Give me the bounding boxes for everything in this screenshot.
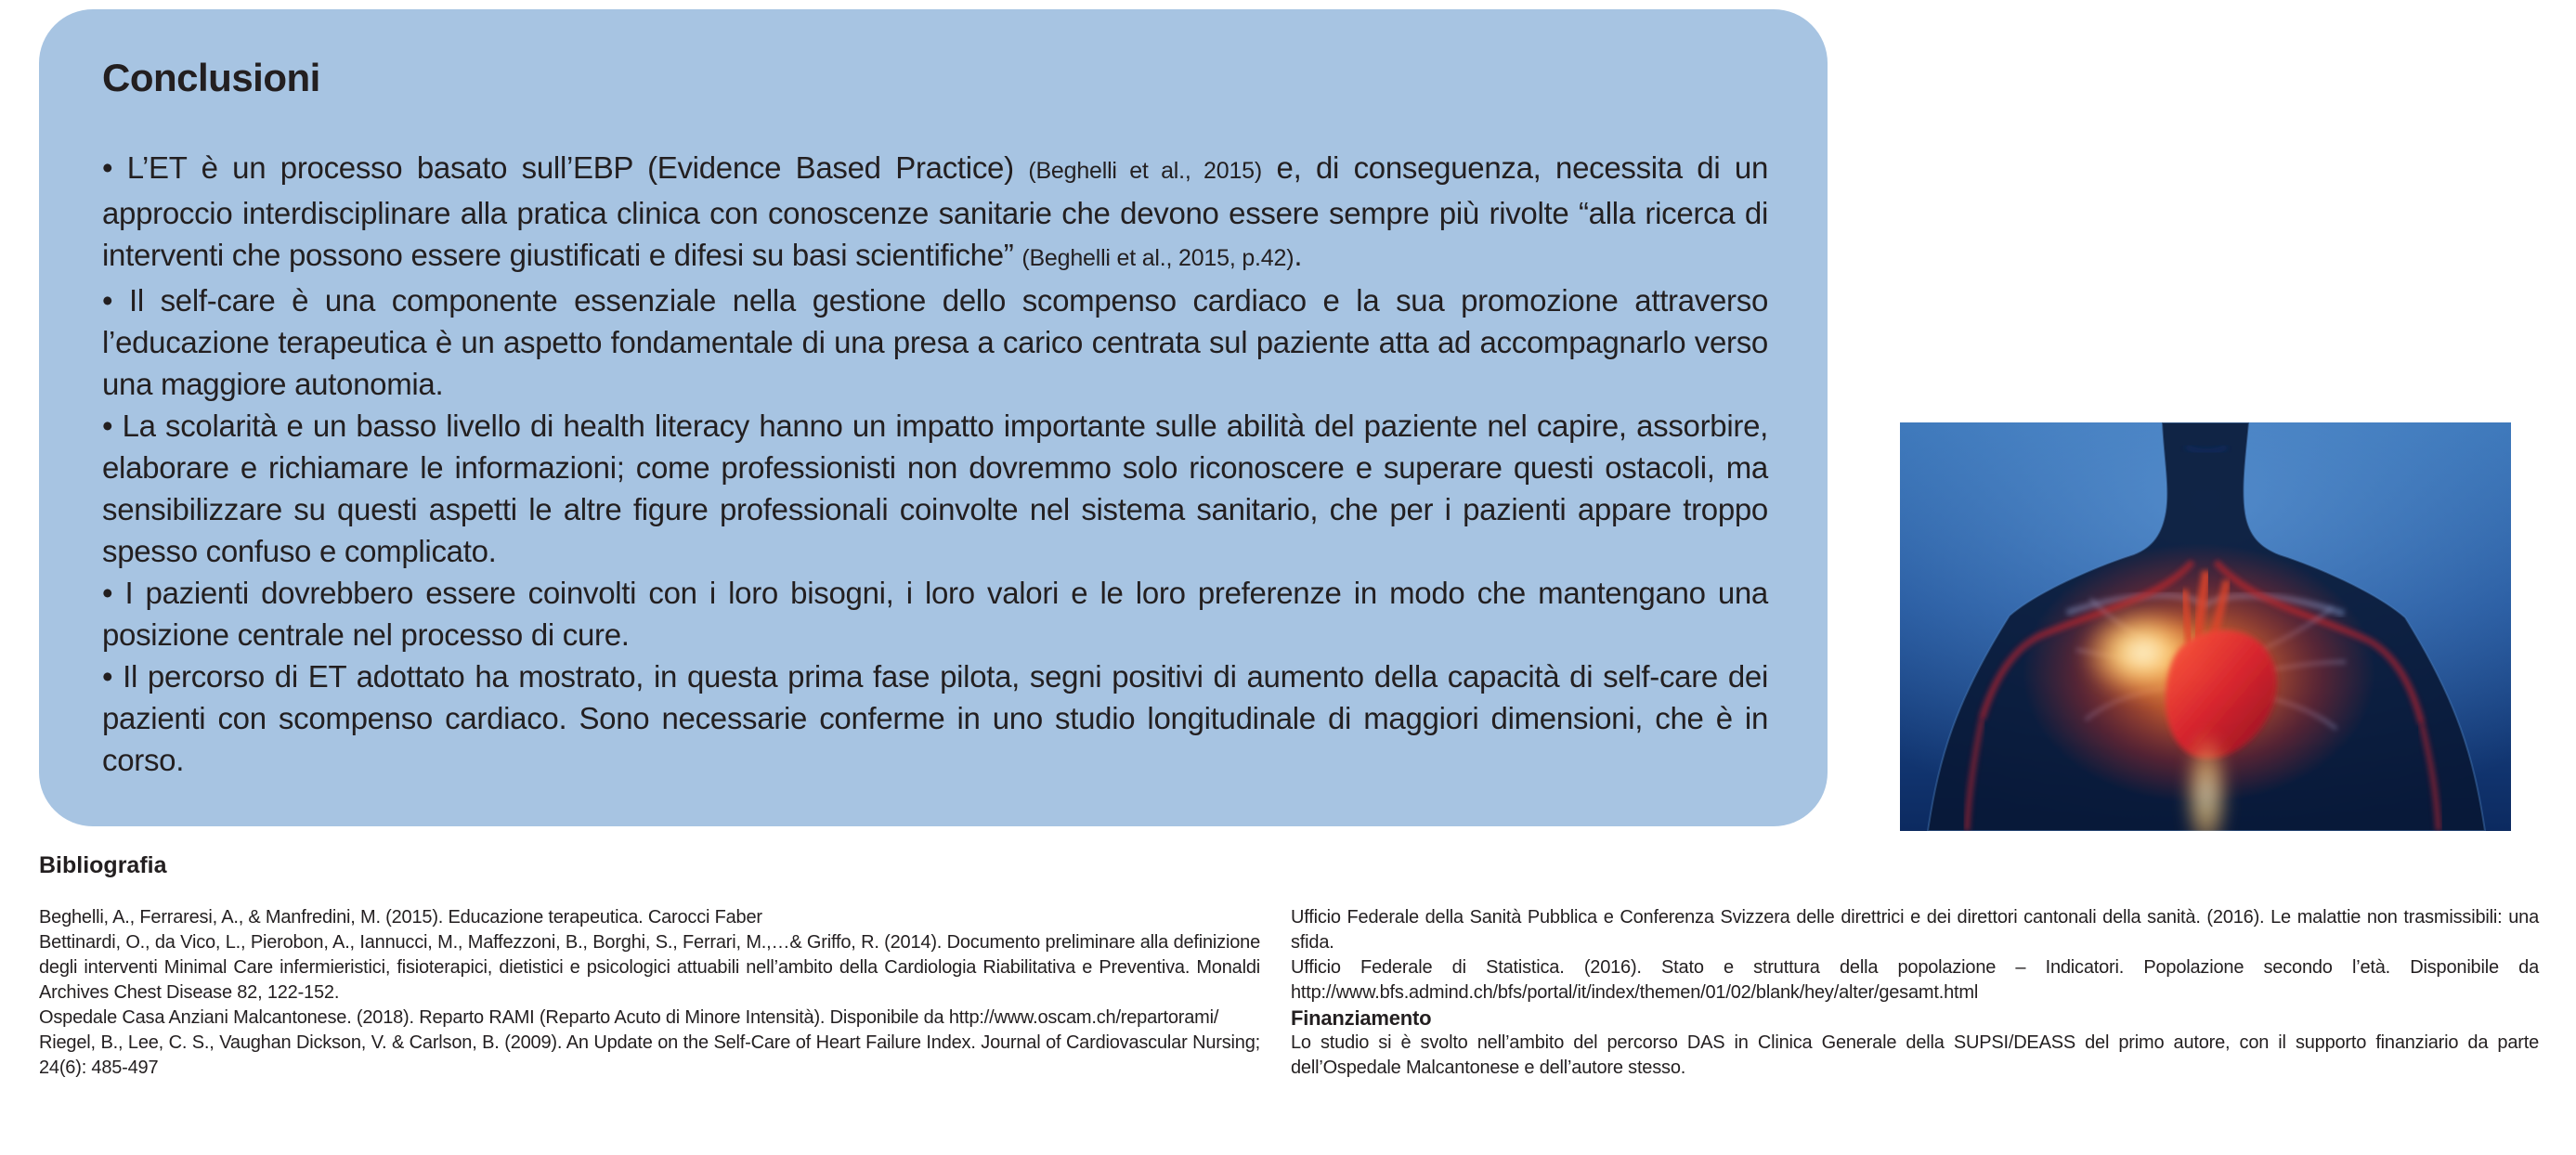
bibliography-entry: Ufficio Federale della Sanità Pubblica e Conferenza Svizzera delle direttrici e dei direttori cantonali della sanità. (2016). Le malattie non trasmissibili: una sfida.	[1291, 907, 2539, 953]
bullet-1-text-1: • L’ET è un processo basato sull’EBP (Evidence Based Practice)	[102, 150, 1029, 185]
conclusion-bullet-4: • I pazienti dovrebbero essere coinvolti con i loro bisogni, i loro valori e le loro preferenze in modo che mantengano una posizione centrale nel processo di cure.	[102, 576, 1768, 652]
bullet-1-citation-2: (Beghelli et al., 2015, p.42)	[1021, 245, 1295, 271]
conclusions-bullet-list	[102, 147, 1768, 781]
bibliography-entry: Beghelli, A., Ferraresi, A., & Manfredini, M. (2015). Educazione terapeutica. Carocci Faber	[39, 907, 762, 928]
conclusion-bullet-3: • La scolarità e un basso livello di health literacy hanno un impatto importante sulle abilità del paziente nel capire, assorbire, elaborare e richiamare le informazioni; come professionisti non dovremmo solo riconoscere e superare questi ostacoli, ma sensibilizzare su questi aspetti le altre figure professionali coinvolte nel sistema sanitario, che per i pazienti appare troppo spesso confuso e complicato.	[102, 409, 1768, 568]
conclusion-bullet-1	[102, 147, 1768, 279]
bibliography-entry: Ufficio Federale di Statistica. (2016). Stato e struttura della popolazione – Indicatori. Popolazione secondo l’età. Disponibile da http://www.bfs.admind.ch/bfs/portal/it/index/themen/01/02/blank/hey/alter/gesamt.html	[1291, 957, 2539, 1003]
funding-text: Lo studio si è svolto nell’ambito del percorso DAS in Clinica Generale della SUPSI/DEASS del primo autore, con il supporto finanziario da parte dell’Ospedale Malcantonese e dell’autore stesso.	[1291, 1032, 2539, 1078]
conclusions-box	[39, 9, 1828, 826]
bullet-1-text-2: e, di conseguenza, necessita di un approccio interdisciplinare alla pratica clinica con conoscenze sanitarie che devono essere sempre più rivolte “alla ricerca di interventi che possono essere giustificati e difesi su basi scientifiche”	[102, 150, 1769, 272]
bibliography-entry: Ospedale Casa Anziani Malcantonese. (2018). Reparto RAMI (Reparto Acuto di Minore Intensità). Disponibile da http://www.oscam.ch/repartorami/	[39, 1007, 1219, 1028]
conclusion-bullet-2: • Il self-care è una componente essenziale nella gestione dello scompenso cardiaco e la sua promozione attraverso l’educazione terapeutica è un aspetto fondamentale di una presa a carico centrata sul paziente atta ad accompagnarlo verso una maggiore autonomia.	[102, 283, 1768, 401]
bibliography-left-column	[39, 905, 1260, 1081]
bullet-1-citation-1: (Beghelli et al., 2015)	[1028, 158, 1262, 184]
conclusion-bullet-5: • Il percorso di ET adottato ha mostrato, in questa prima fase pilota, segni positivi di aumento della capacità di self-care dei pazienti con scompenso cardiaco. Sono necessarie conferme in uno studio longitudinale di maggiori dimensioni, che è in corso.	[102, 659, 1768, 777]
bibliography-right-column	[1291, 905, 2539, 1081]
bibliography-entry: Riegel, B., Lee, C. S., Vaughan Dickson, V. & Carlson, B. (2009). An Update on the Self-Care of Heart Failure Index. Journal of Cardiovascular Nursing; 24(6): 485-497	[39, 1032, 1260, 1078]
conclusions-title: Conclusioni	[102, 56, 320, 99]
bibliography-entry: Bettinardi, O., da Vico, L., Pierobon, A., Iannucci, M., Maffezzoni, B., Borghi, S., Ferrari, M.,…& Griffo, R. (2014). Documento preliminare alla definizione degli interventi Minimal Care infermieristici, fisioterapici, dietistici e psicologici attuabili nell’ambito della Cardiologia Riabilitativa e Preventiva. Monaldi Archives Chest Disease 82, 122-152.	[39, 932, 1260, 1003]
heart-anatomy-illustration	[1900, 422, 2511, 831]
bibliography-heading: Bibliografia	[39, 852, 167, 878]
bullet-1-text-3: .	[1294, 238, 1303, 272]
funding-heading: Finanziamento	[1291, 1006, 1432, 1030]
heart-anatomy-image	[1900, 422, 2511, 831]
